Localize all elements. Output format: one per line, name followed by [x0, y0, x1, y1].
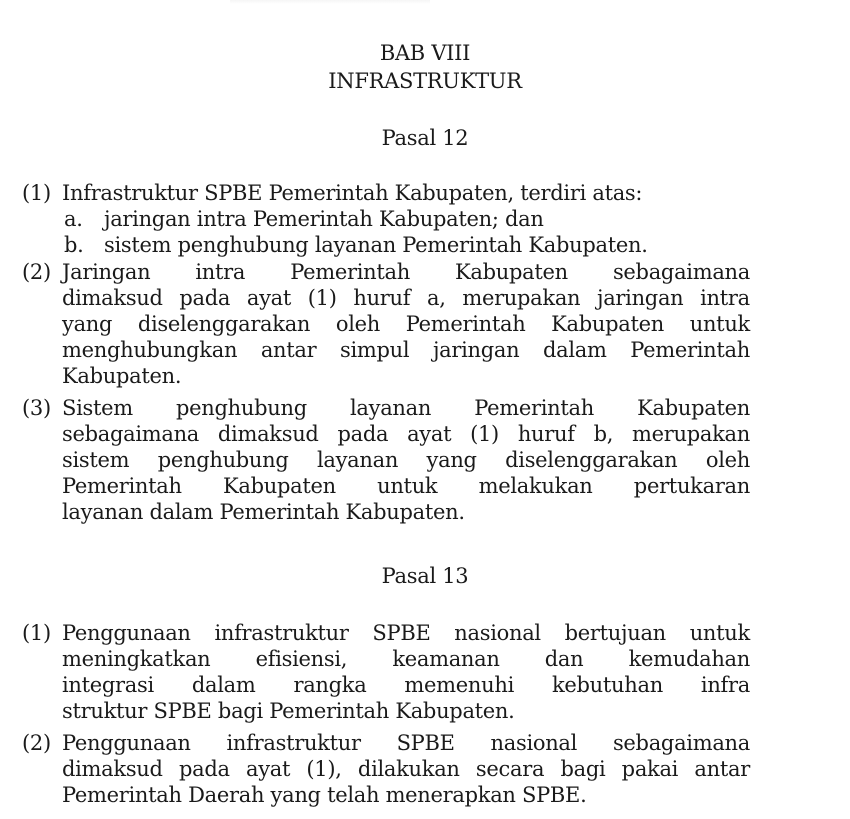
p12-item-3-number: (3): [22, 396, 51, 420]
p12-sub-b-text: sistem penghubung layanan Pemerintah Kabupaten.: [104, 233, 648, 257]
p12-item-3-line-4: Pemerintah Kabupaten untuk melakukan pertukaran: [62, 474, 750, 498]
chapter-title: INFRASTRUKTUR: [328, 69, 522, 93]
p12-item-2-number: (2): [22, 260, 51, 284]
p12-item-3-line-3: sistem penghubung layanan yang diselenggarakan oleh: [62, 448, 750, 472]
p12-item-2-line-4: menghubungkan antar simpul jaringan dalam Pemerintah: [62, 338, 750, 362]
p12-item-2-line-5: Kabupaten.: [62, 364, 182, 388]
p12-item-2-line-2: dimaksud pada ayat (1) huruf a, merupakan jaringan intra: [62, 286, 750, 310]
p13-item-1-line-3: integrasi dalam rangka memenuhi kebutuhan infra: [62, 673, 750, 697]
p12-item-3-line-5: layanan dalam Pemerintah Kabupaten.: [62, 500, 465, 524]
pasal-13-heading: Pasal 13: [381, 564, 469, 588]
scan-artifact: [230, 0, 430, 4]
p13-item-1-line-4: struktur SPBE bagi Pemerintah Kabupaten.: [62, 699, 515, 723]
chapter-number: BAB VIII: [379, 41, 471, 65]
p12-item-3-line-2: sebagaimana dimaksud pada ayat (1) huruf b, merupakan: [62, 422, 750, 446]
p13-item-2-line-2: dimaksud pada ayat (1), dilakukan secara bagi pakai antar: [62, 757, 750, 781]
p13-item-1-number: (1): [22, 621, 51, 645]
p13-item-2-number: (2): [22, 731, 51, 755]
p13-item-2-line-3: Pemerintah Daerah yang telah menerapkan SPBE.: [62, 783, 587, 807]
p12-item-2-line-3: yang diselenggarakan oleh Pemerintah Kabupaten untuk: [62, 312, 750, 336]
p12-item-1-number: (1): [22, 181, 51, 205]
pasal-12-heading: Pasal 12: [381, 126, 469, 150]
p13-item-1-line-1: Penggunaan infrastruktur SPBE nasional bertujuan untuk: [62, 621, 750, 645]
p12-sub-b-letter: b.: [64, 233, 84, 257]
p12-sub-a-text: jaringan intra Pemerintah Kabupaten; dan: [104, 207, 544, 231]
p12-item-2-line-1: Jaringan intra Pemerintah Kabupaten sebagaimana: [62, 260, 750, 284]
p13-item-1-line-2: meningkatkan efisiensi, keamanan dan kemudahan: [62, 647, 750, 671]
p12-item-3-line-1: Sistem penghubung layanan Pemerintah Kabupaten: [62, 396, 750, 420]
p12-item-1-line-1: Infrastruktur SPBE Pemerintah Kabupaten, terdiri atas:: [62, 181, 643, 205]
p12-sub-a-letter: a.: [64, 207, 83, 231]
p13-item-2-line-1: Penggunaan infrastruktur SPBE nasional sebagaimana: [62, 731, 750, 755]
